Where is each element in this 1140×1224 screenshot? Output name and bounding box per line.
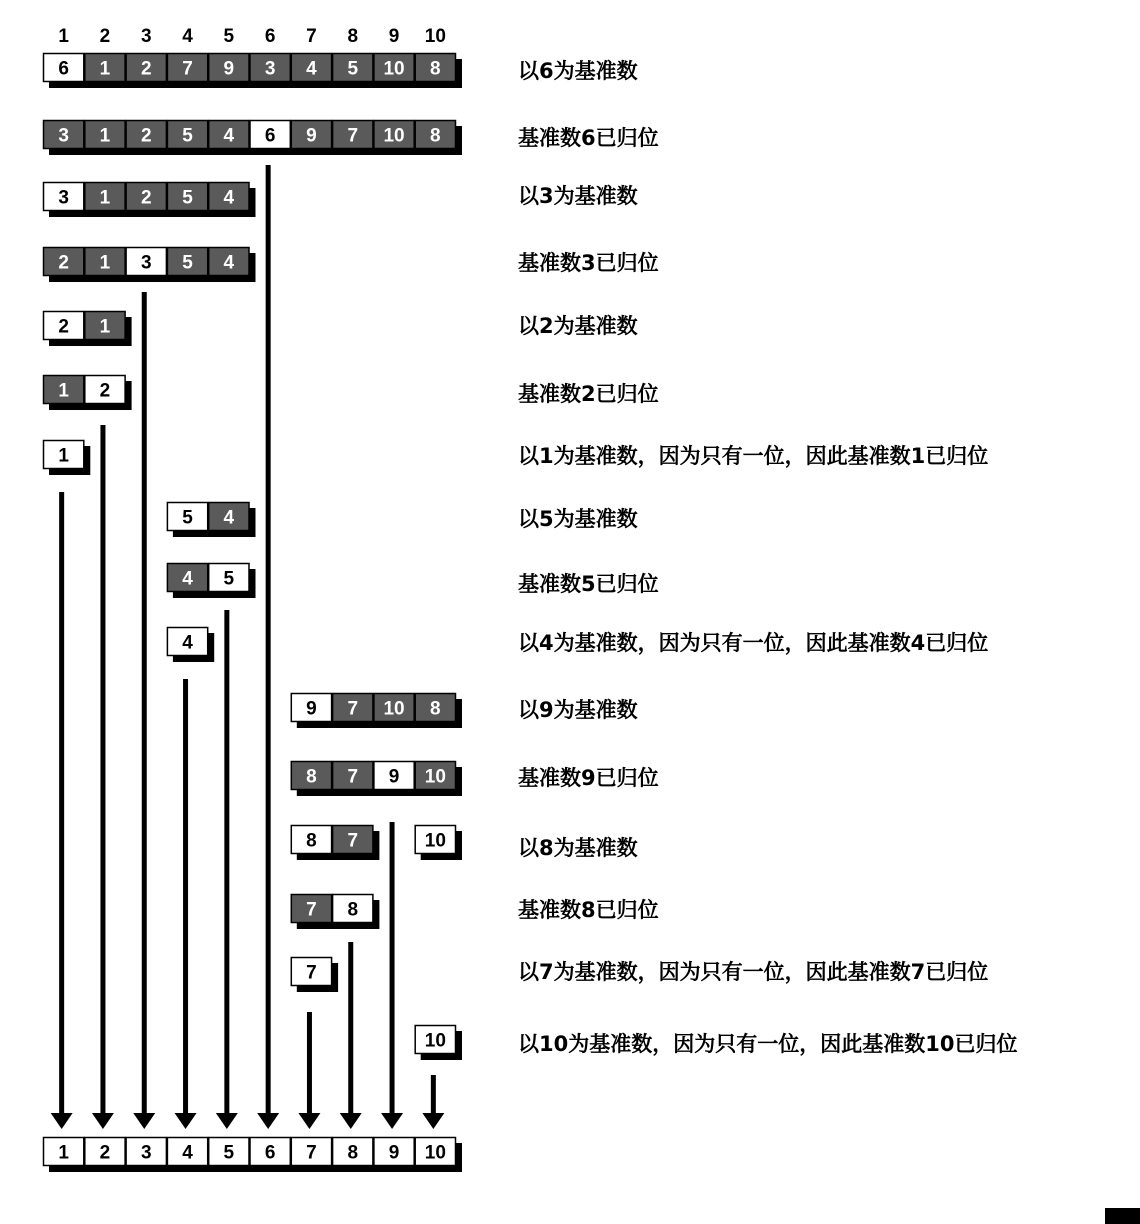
step-caption: 基准数8已归位 xyxy=(518,898,659,922)
step-caption: 基准数2已归位 xyxy=(518,382,659,406)
pivot-cell-value: 10 xyxy=(424,1030,446,1052)
pivot-cell-value: 10 xyxy=(424,830,446,852)
array-cell-value: 4 xyxy=(223,125,235,147)
sorted-cell-value: 8 xyxy=(347,1142,359,1164)
labels xyxy=(58,26,1017,1057)
row-cells xyxy=(44,54,463,1173)
array-cell-value: 3 xyxy=(58,125,69,147)
sorted-cell-value: 7 xyxy=(306,1142,317,1164)
array-cell-value: 10 xyxy=(383,58,405,80)
array-cell-value: 5 xyxy=(182,252,193,274)
arrow-head xyxy=(381,1113,403,1129)
step-caption: 基准数9已归位 xyxy=(518,766,659,790)
arrow-head xyxy=(92,1113,114,1129)
column-index-label: 7 xyxy=(306,26,317,47)
pivot-cell-value: 2 xyxy=(58,316,69,338)
array-cell-value: 1 xyxy=(99,252,111,274)
array-cell-value: 1 xyxy=(58,380,69,402)
step-caption: 基准数6已归位 xyxy=(518,126,659,150)
column-index-label: 6 xyxy=(264,26,276,47)
pivot-cell-value: 6 xyxy=(264,125,276,147)
array-cell-value: 2 xyxy=(140,58,152,80)
array-cell-value: 1 xyxy=(99,125,111,147)
array-cell-value: 1 xyxy=(99,316,111,338)
step-caption: 基准数3已归位 xyxy=(518,251,659,275)
array-cell-value: 2 xyxy=(58,252,69,274)
column-index-label: 4 xyxy=(182,26,193,47)
sorted-cell-value: 1 xyxy=(58,1142,69,1164)
column-index-label: 3 xyxy=(140,26,152,47)
column-index-label: 1 xyxy=(58,26,69,47)
array-cell-value: 1 xyxy=(99,58,111,80)
array-cell-value: 5 xyxy=(347,58,359,80)
pivot-cell-value: 5 xyxy=(182,507,193,529)
pivot-cell-value: 3 xyxy=(140,252,152,274)
array-cell-value: 8 xyxy=(306,766,317,788)
sorted-cell-value: 5 xyxy=(223,1142,235,1164)
pivot-cell-value: 2 xyxy=(99,380,111,402)
column-index-label: 5 xyxy=(223,26,235,47)
array-cell-value: 7 xyxy=(347,698,359,720)
array-cell-value: 2 xyxy=(140,125,152,147)
sorted-cell-value: 4 xyxy=(182,1142,193,1164)
array-cell-value: 10 xyxy=(383,698,405,720)
array-cell-value: 4 xyxy=(223,187,235,209)
arrow-head xyxy=(298,1113,320,1129)
array-cell-value: 9 xyxy=(223,58,235,80)
array-cell-value: 4 xyxy=(182,568,193,590)
array-cell-value: 4 xyxy=(223,252,235,274)
pivot-cell-value: 1 xyxy=(58,445,69,467)
pivot-cell-value: 4 xyxy=(182,632,193,654)
arrow-head xyxy=(257,1113,279,1129)
array-cell-value: 10 xyxy=(383,125,405,147)
array-cell-value: 9 xyxy=(306,125,317,147)
step-caption: 以10为基准数，因为只有一位，因此基准数10已归位 xyxy=(518,1032,1018,1056)
arrow-head xyxy=(422,1113,444,1129)
step-caption: 以3为基准数 xyxy=(518,184,638,208)
array-cell-value: 7 xyxy=(347,830,359,852)
array-cell-value: 4 xyxy=(306,58,317,80)
sorted-cell-value: 6 xyxy=(264,1142,276,1164)
pivot-cell-value: 8 xyxy=(306,830,317,852)
column-index-label: 8 xyxy=(347,26,359,47)
sorted-cell-value: 10 xyxy=(424,1142,446,1164)
column-index-label: 9 xyxy=(388,26,400,47)
array-cell-value: 7 xyxy=(182,58,193,80)
corner-marker xyxy=(1105,1208,1140,1224)
pivot-cell-value: 3 xyxy=(58,187,69,209)
step-caption: 以2为基准数 xyxy=(518,314,638,338)
array-cell-value: 5 xyxy=(182,187,193,209)
column-index-label: 2 xyxy=(99,26,111,47)
array-cell-value: 8 xyxy=(430,698,441,720)
step-caption: 以4为基准数，因为只有一位，因此基准数4已归位 xyxy=(518,631,989,655)
arrow-lines xyxy=(51,165,445,1129)
arrow-head xyxy=(340,1113,362,1129)
pivot-cell-value: 5 xyxy=(223,568,235,590)
pivot-cell-value: 6 xyxy=(58,58,69,80)
array-cell-value: 7 xyxy=(347,766,359,788)
array-cell-value: 3 xyxy=(264,58,276,80)
step-caption: 基准数5已归位 xyxy=(518,572,659,596)
array-cell-value: 7 xyxy=(306,899,317,921)
sorted-cell-value: 9 xyxy=(388,1142,400,1164)
array-cell-value: 8 xyxy=(430,125,441,147)
array-cell-value: 8 xyxy=(430,58,441,80)
sorted-cell-value: 2 xyxy=(99,1142,111,1164)
pivot-cell-value: 7 xyxy=(306,962,317,984)
array-cell-value: 4 xyxy=(223,507,235,529)
array-cell-value: 7 xyxy=(347,125,359,147)
pivot-cell-value: 9 xyxy=(388,766,400,788)
array-cell-value: 2 xyxy=(140,187,152,209)
step-caption: 以9为基准数 xyxy=(518,698,638,722)
pivot-cell-value: 8 xyxy=(347,899,359,921)
step-caption: 以7为基准数，因为只有一位，因此基准数7已归位 xyxy=(518,960,989,984)
step-caption: 以5为基准数 xyxy=(518,507,638,531)
array-cell-value: 10 xyxy=(424,766,446,788)
step-caption: 以6为基准数 xyxy=(518,59,638,83)
arrow-head xyxy=(133,1113,155,1129)
array-cell-value: 5 xyxy=(182,125,193,147)
arrow-head xyxy=(216,1113,238,1129)
arrow-head xyxy=(175,1113,197,1129)
column-index-label: 10 xyxy=(424,26,446,47)
step-caption: 以1为基准数，因为只有一位，因此基准数1已归位 xyxy=(518,444,989,468)
sorted-cell-value: 3 xyxy=(140,1142,152,1164)
step-caption: 以8为基准数 xyxy=(518,836,638,860)
array-cell-value: 1 xyxy=(99,187,111,209)
arrow-head xyxy=(51,1113,73,1129)
pivot-cell-value: 9 xyxy=(306,698,317,720)
